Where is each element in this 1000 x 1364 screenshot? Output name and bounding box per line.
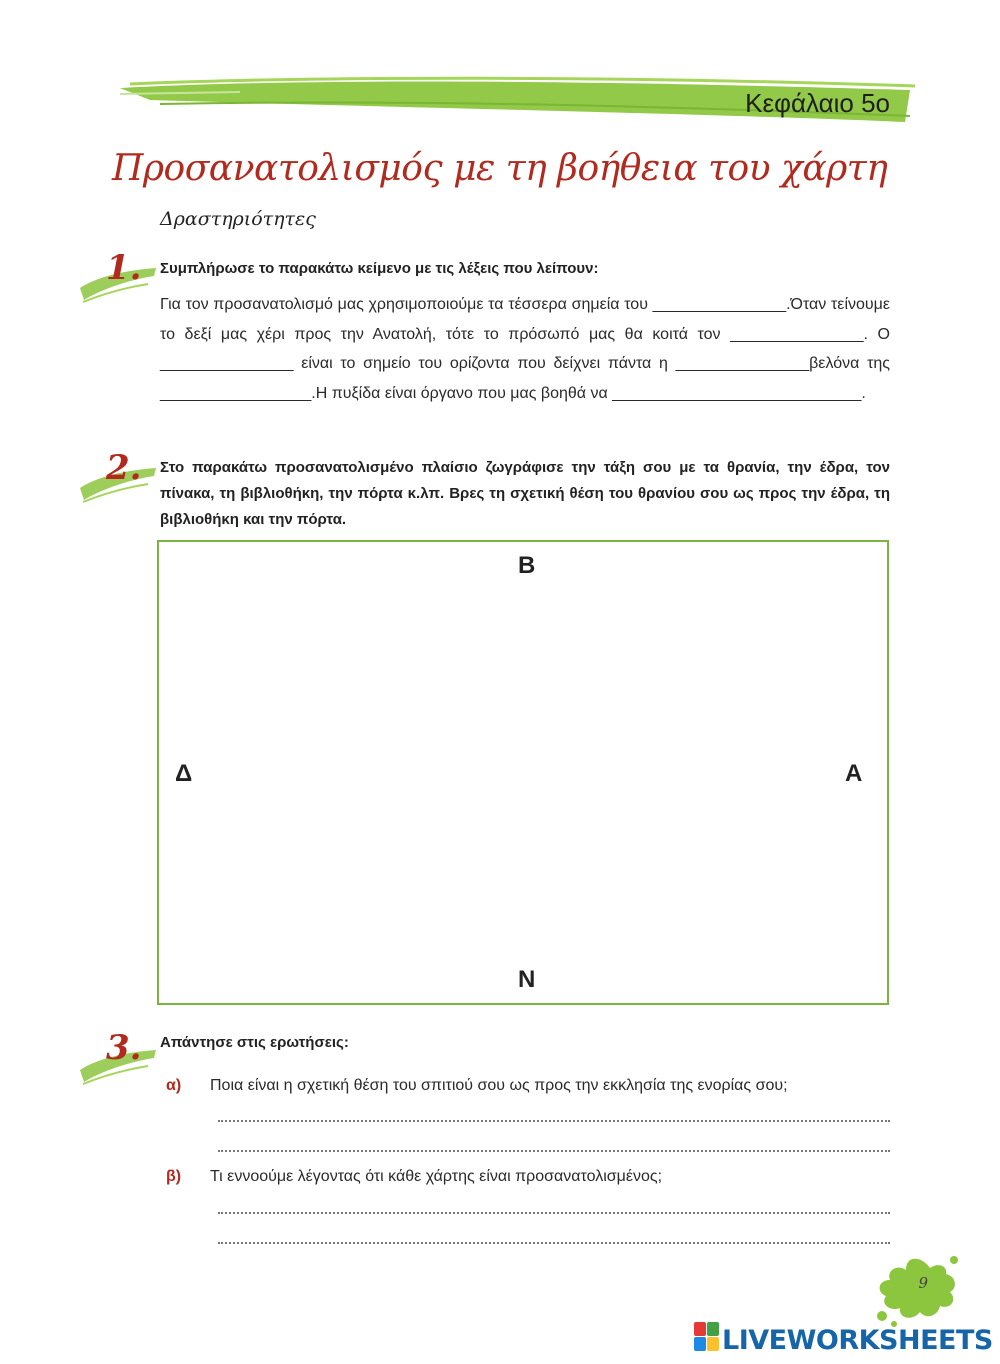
exercise-1-number: 1.: [106, 248, 142, 288]
question-b-letter: β): [166, 1168, 182, 1185]
direction-east: Α: [845, 760, 863, 787]
exercise-1-instruction: Συμπλήρωσε το παρακάτω κείμενο με τις λέξεις που λείπουν:: [160, 260, 599, 277]
orientation-drawing-box[interactable]: [157, 540, 889, 1005]
answer-line[interactable]: [218, 1148, 890, 1152]
liveworksheets-logo-icon: [694, 1322, 720, 1352]
direction-west: Δ: [175, 760, 193, 787]
page-number: 9: [918, 1274, 928, 1292]
answer-line[interactable]: [218, 1210, 890, 1214]
direction-south: Ν: [518, 966, 536, 993]
exercise-3-number: 3.: [106, 1028, 142, 1068]
exercise-1-text[interactable]: Για τον προσανατολισμό μας χρησιμοποιούμε τα τέσσερα σημεία του _______________.Όταν τείνουμε το δεξί μας χέρι προς την Ανατολή, τότε το πρόσωπό μας θα κοιτά τον _______________. Ο _______________ είναι το σημείο του ορίζοντα που δείχνει πάντα η _______________βελόνα της _________________.Η πυξίδα είναι όργανο που μας βοηθά να ____________________________.: [160, 296, 890, 402]
page-subtitle: Δραστηριότητες: [160, 208, 316, 230]
exercise-3-instruction: Απάντησε στις ερωτήσεις:: [160, 1034, 349, 1051]
question-a-letter: α): [166, 1077, 182, 1094]
liveworksheets-watermark: LIVEWORKSHEETS: [722, 1325, 993, 1356]
answer-line[interactable]: [218, 1118, 890, 1122]
question-a-text: Ποια είναι η σχετική θέση του σπιτιού σου ως προς την εκκλησία της ενορίας σου;: [210, 1077, 788, 1094]
exercise-2-number: 2.: [106, 448, 142, 488]
chapter-label: Κεφάλαιο 5ο: [745, 88, 890, 118]
answer-line[interactable]: [218, 1240, 890, 1244]
page-number-splash-icon: [870, 1252, 960, 1328]
exercise-2-instruction: Στο παρακάτω προσανατολισμένο πλαίσιο ζωγράφισε την τάξη σου με τα θρανία, την έδρα, τον πίνακα, τη βιβλιοθήκη, την πόρτα κ.λπ. Βρες τη σχετική θέση του θρανίου σου ως προς την έδρα, τη βιβλιοθήκη και την πόρτα.: [160, 459, 890, 528]
direction-north: Β: [518, 552, 536, 579]
question-b-text: Τι εννοούμε λέγοντας ότι κάθε χάρτης είναι προσανατολισμένος;: [210, 1168, 663, 1185]
page-title: Προσανατολισμός με τη βοήθεια του χάρτη: [112, 148, 888, 189]
